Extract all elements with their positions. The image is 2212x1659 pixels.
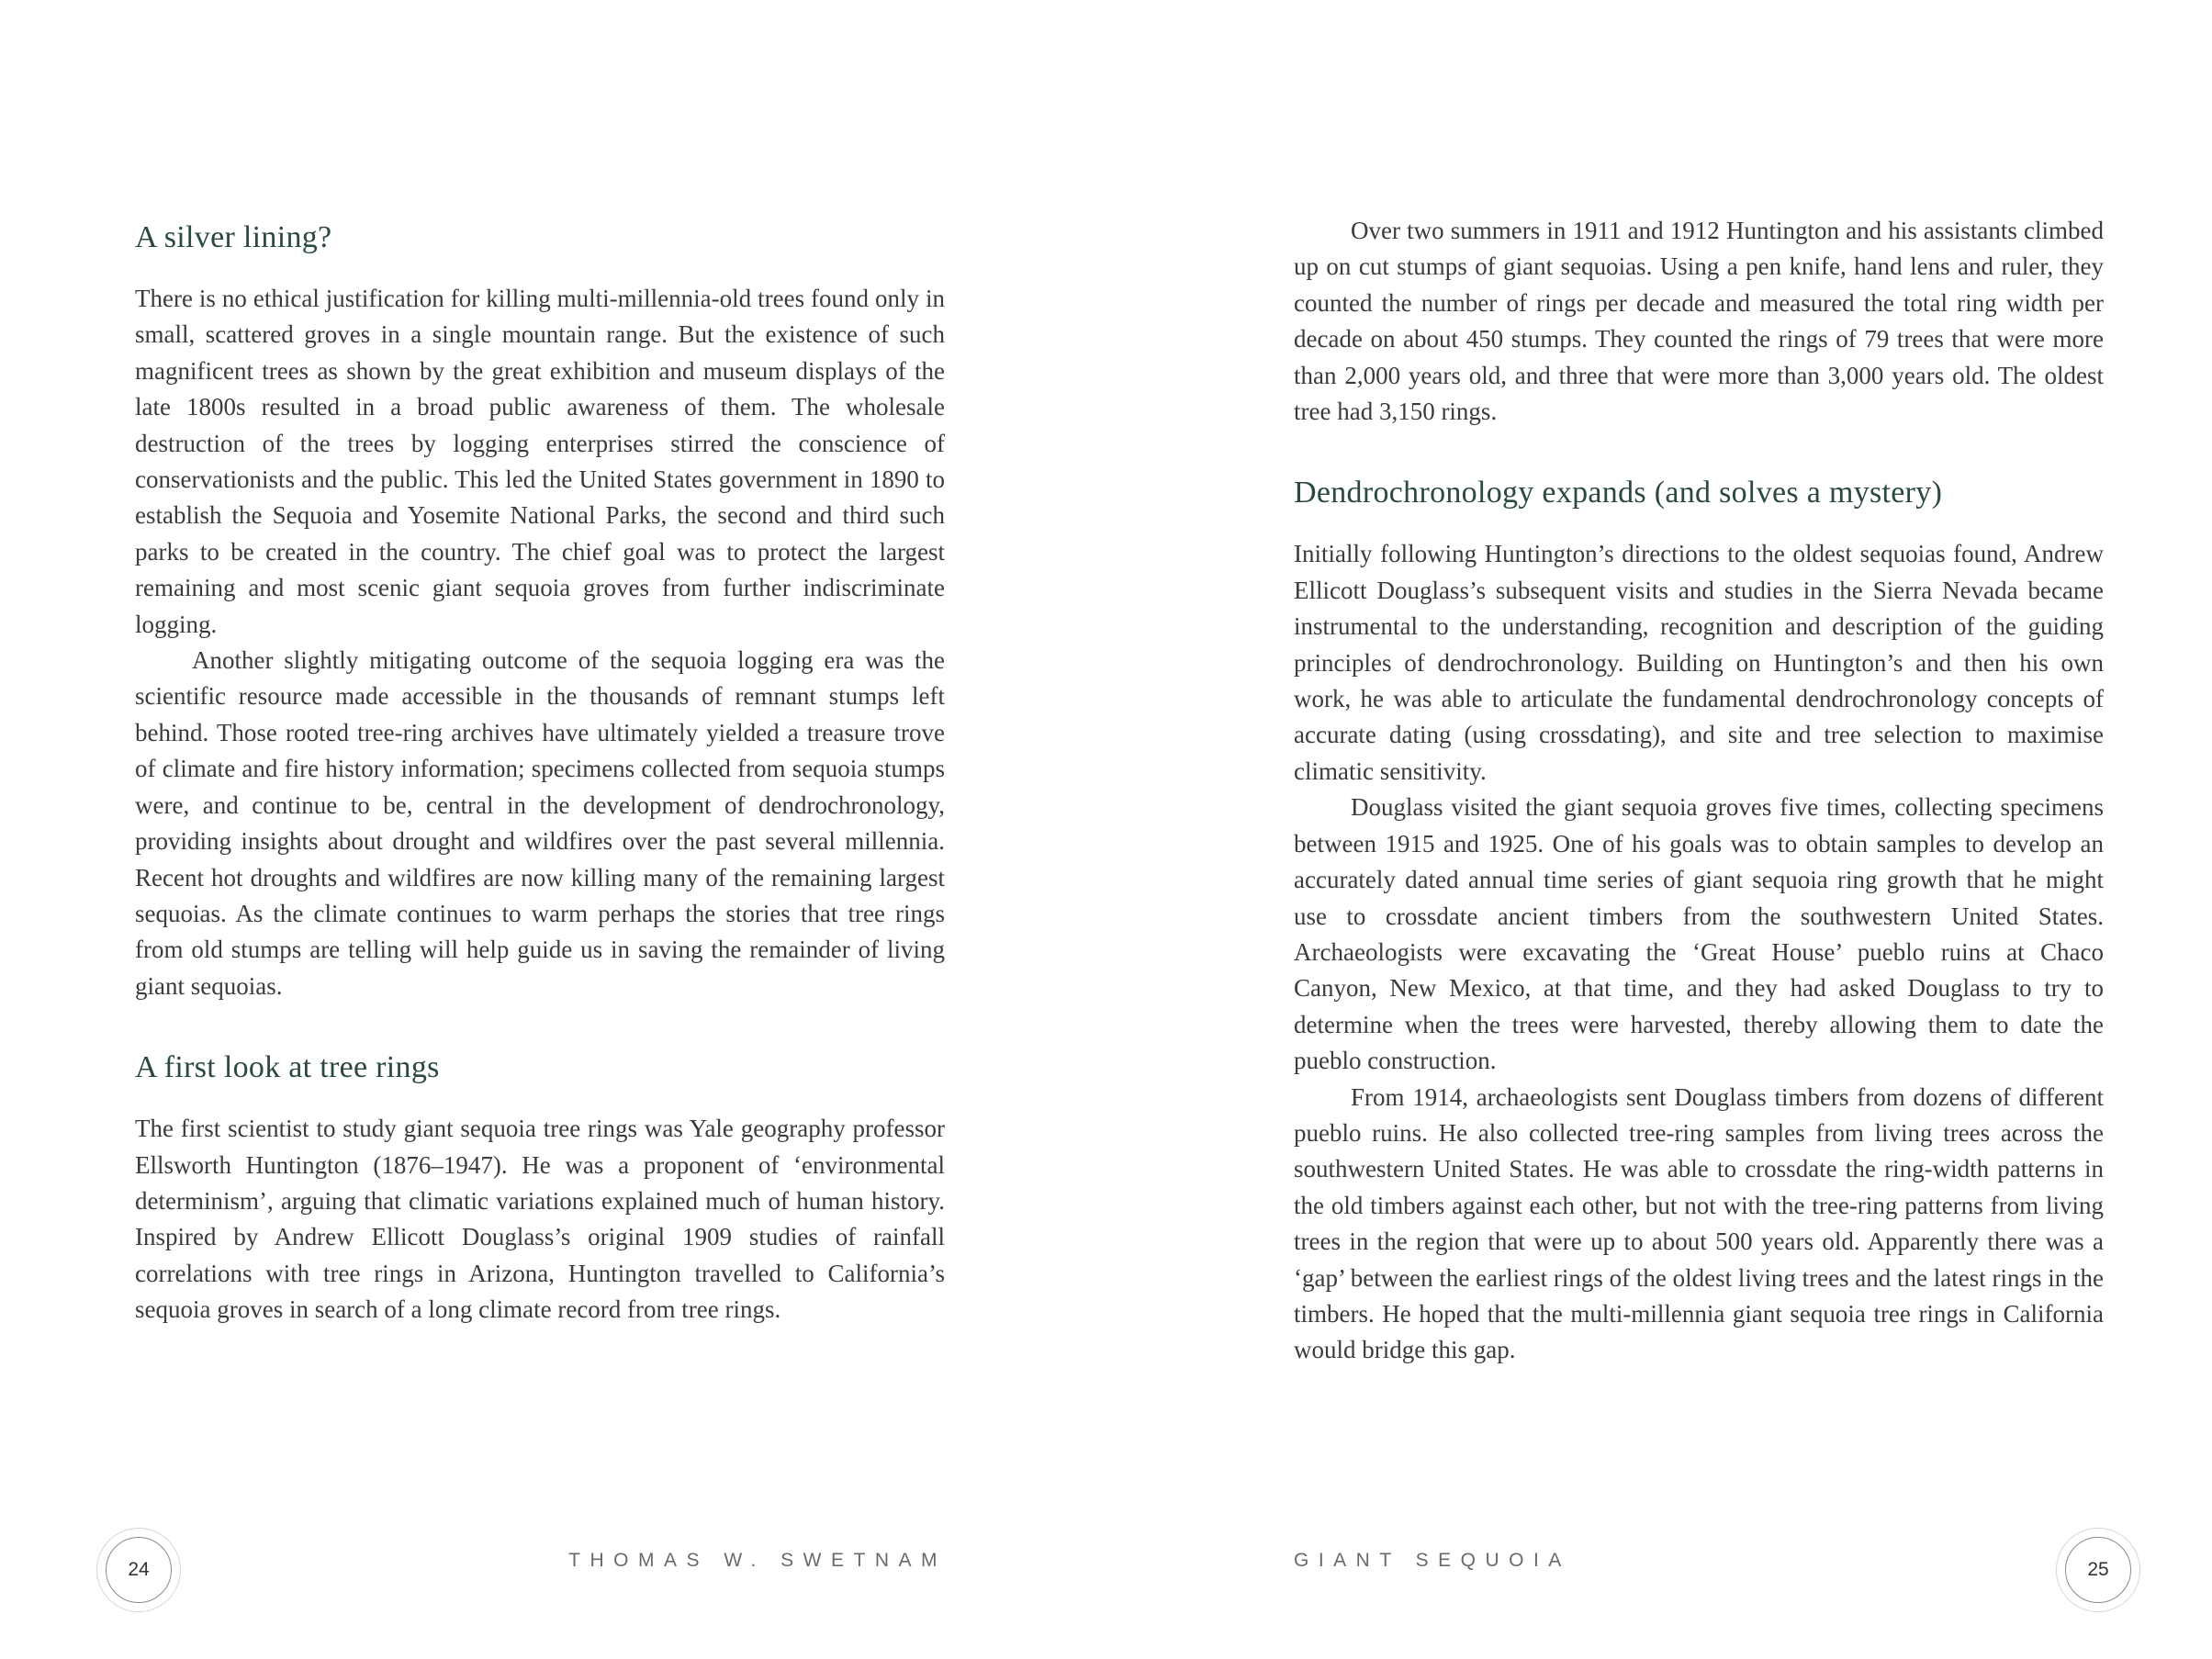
body-paragraph: Douglass visited the giant sequoia groves five times, collecting specimens between 1915 and 1925. One of his goals was to obtain samples to develop an accurately dated annual time series of giant sequoia ring growth that he might use to crossdate ancient timbers from the southwestern United States. Archaeologists were excavating the ‘Great House’ pueblo ruins at Chaco Canyon, New Mexico, at that time, and they had asked Douglass to try to determine when the trees were harvested, thereby allowing them to date the pueblo construction. xyxy=(1294,793,2104,1075)
running-footer-author: THOMAS W. SWETNAM xyxy=(568,1550,947,1571)
body-paragraph: The first scientist to study giant sequoia tree rings was Yale geography professor Ellsworth Huntington (1876–1947). He was a proponent of ‘environmental determinism’, arguing that climatic variations explained much of human history. Inspired by Andrew Ellicott Douglass’s original 1909 studies of rainfall correlations with tree rings in Arizona, Huntington travelled to California’s sequoia groves in search of a long climate record from tree rings. xyxy=(135,1115,945,1324)
section-heading-first-look: A first look at tree rings xyxy=(135,1050,440,1085)
right-text-column xyxy=(1294,213,2104,1369)
page-number-circle-icon xyxy=(2056,1528,2140,1612)
body-paragraph: Another slightly mitigating outcome of the sequoia logging era was the scientific resource made accessible in the thousands of remnant stumps left behind. Those rooted tree-ring archives have ultimately yielded a treasure trove of climate and fire history information; specimens collected from sequoia stumps were, and continue to be, central in the development of dendrochronology, providing insights about drought and wildfires over the past several millennia. Recent hot droughts and wildfires are now killing many of the remaining largest sequoias. As the climate continues to warm perhaps the stories that tree rings from old stumps are telling will help guide us in saving the remainder of living giant sequoias. xyxy=(135,646,945,1000)
body-paragraph: Initially following Huntington’s directions to the oldest sequoias found, Andrew Ellicott Douglass’s subsequent visits and studies in the Sierra Nevada became instrumental to the understanding, recognition and description of the guiding principles of dendrochronology. Building on Huntington’s and then his own work, he was able to articulate the fundamental dendrochronology concepts of accurate dating (using crossdating), and site and tree selection to maximise climatic sensitivity. xyxy=(1294,540,2104,785)
body-paragraph: There is no ethical justification for killing multi-millennia-old trees found only in small, scattered groves in a single mountain range. But the existence of such magnificent trees as shown by the great exhibition and museum displays of the late 1800s resulted in a broad public awareness of them. The wholesale destruction of the trees by logging enterprises stirred the conscience of conservationists and the public. This led the United States government in 1890 to establish the Sequoia and Yosemite National Parks, the second and third such parks to be created in the country. The chief goal was to protect the largest remaining and most scenic giant sequoia groves from further indiscriminate logging. xyxy=(135,285,945,638)
right-page xyxy=(1106,0,2212,1659)
page-number-circle-icon xyxy=(96,1528,181,1612)
body-paragraph: Over two summers in 1911 and 1912 Huntington and his assistants climbed up on cut stumps of giant sequoias. Using a pen knife, hand lens and ruler, they counted the number of rings per decade and measured the total ring width per decade on about 450 stumps. They counted the rings of 79 trees that were more than 2,000 years old, and three that were more than 3,000 years old. The oldest tree had 3,150 rings. xyxy=(1294,217,2104,426)
section-heading-dendrochronology: Dendrochronology expands (and solves a mystery) xyxy=(1294,476,1943,510)
running-footer-title: GIANT SEQUOIA xyxy=(1294,1550,1571,1571)
left-text-column xyxy=(135,217,945,1328)
page-number: 25 xyxy=(2065,1537,2131,1603)
section-heading-silver-lining: A silver lining? xyxy=(135,220,332,254)
body-paragraph: From 1914, archaeologists sent Douglass timbers from dozens of different pueblo ruins. He also collected tree-ring samples from living trees across the southwestern United States. He was able to crossdate the ring-width patterns in the old timbers against each other, but not with the tree-ring patterns from living trees in the region that were up to about 500 years old. Apparently there was a ‘gap’ between the earliest rings of the oldest living trees and the latest rings in the timbers. He hoped that the multi-millennia giant sequoia tree rings in California would bridge this gap. xyxy=(1294,1082,2104,1364)
page-number: 24 xyxy=(106,1537,172,1603)
